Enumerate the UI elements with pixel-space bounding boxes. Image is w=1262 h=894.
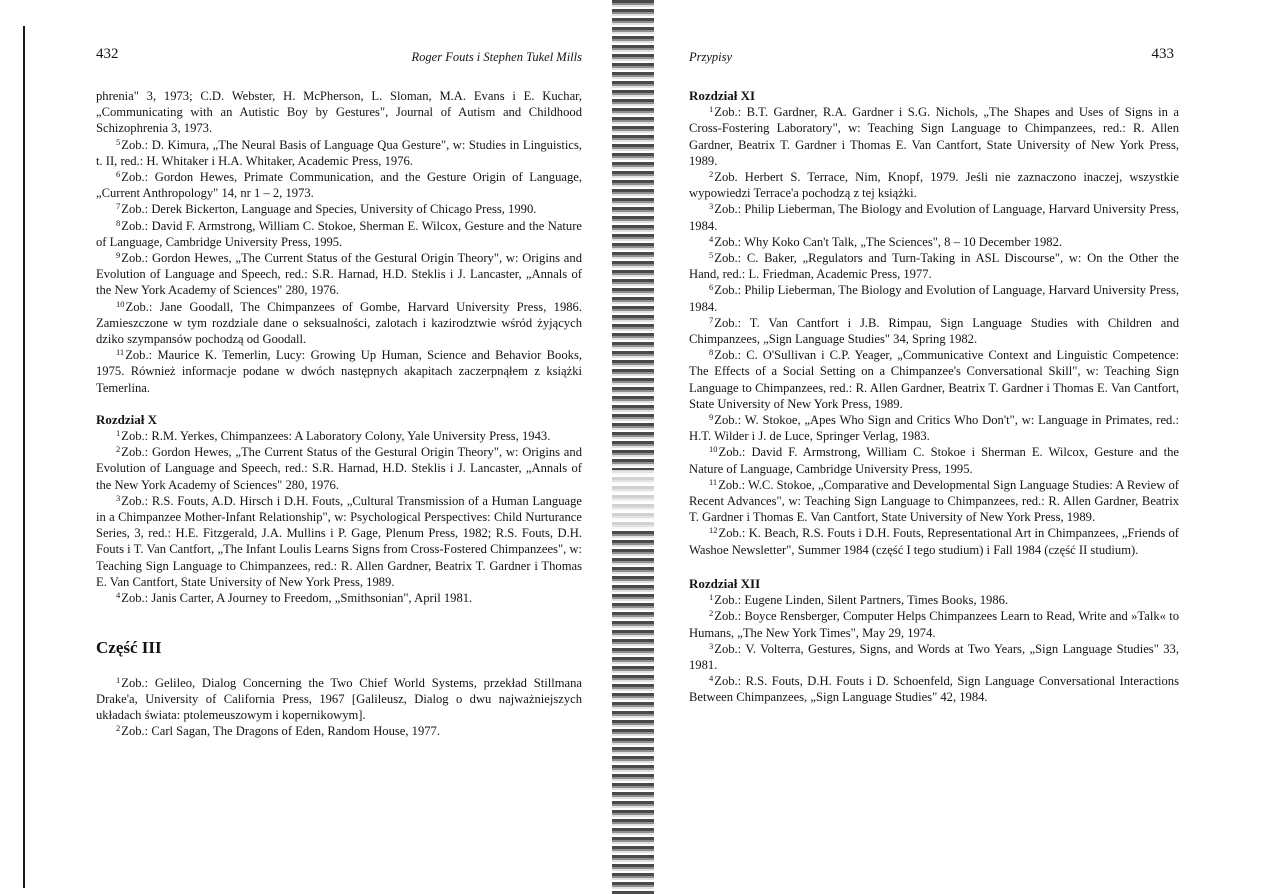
footnote-text: Zob.: C. Baker, „Regulators and Turn-Taking in ASL Discourse", w: On the Other the Hand, red.: L. Friedman, Academic Press, 1977. <box>689 251 1179 282</box>
footnote-text: Zob.: Carl Sagan, The Dragons of Eden, Random House, 1977. <box>121 724 441 739</box>
footnote-text: Zob.: R.S. Fouts, A.D. Hirsch i D.H. Fouts, „Cultural Transmission of a Human Language in a Chimpanzee Mother-Infant Relationship", w: Psychological Perspectives: Child Nurturance Series, 3, red.: H.E. Fitzgerald, J.A. Mullins i P. Gage, Plenum Press, 1982; R.S. Fouts, D.H. Fouts i T. Van Cantfort, „The Infant Loulis Learns Signs from Cross-Fostered Chimpanzees", w: Teaching Sign Language to Chimpanzees, red.: R. Allen Gardner, Beatrix T. Gardner i Thomas E. Van Cantfort, State University of New York Press, 1989. <box>96 493 582 589</box>
footnote-text: Zob.: R.S. Fouts, D.H. Fouts i D. Schoenfeld, Sign Language Conversational Interactions Between Chimpanzees, „Sign Language Studies" 42, 1984. <box>689 674 1179 705</box>
footnote-text: Zob.: Boyce Rensberger, Computer Helps Chimpanzees Learn to Read, Write and »Talk« to Humans, „The New York Times", May 29, 1974. <box>689 609 1179 640</box>
footnote-number: 2 <box>709 608 714 619</box>
note-list-section-xi <box>689 104 1179 558</box>
footnote <box>96 137 582 169</box>
left-page <box>0 0 612 894</box>
footnote <box>96 169 582 201</box>
footnote-number: 3 <box>116 492 121 503</box>
footnote-text: Zob.: R.M. Yerkes, Chimpanzees: A Laboratory Colony, Yale University Press, 1943. <box>121 429 551 444</box>
book-spine-gutter <box>612 0 654 894</box>
footnote-text: Zob.: V. Volterra, Gestures, Signs, and Words at Two Years, „Sign Language Studies" 33, 1981. <box>689 641 1179 672</box>
footnote <box>96 444 582 493</box>
footnote-text: Zob.: C. O'Sullivan i C.P. Yeager, „Communicative Context and Linguistic Competence: The Effects of a Social Setting on a Chimpanzee's Conversational Skill", w: Teaching Sign Language to Chimpanzees, red.: R. Allen Gardner, Beatrix T. Gardner i Thomas E. Van Cantfort, State University of New York Press, 1989. <box>689 348 1179 411</box>
left-running-head: Roger Fouts i Stephen Tukel Mills <box>411 50 582 64</box>
footnote-number: 3 <box>709 640 714 651</box>
section-heading-x: Rozdział X <box>96 411 158 427</box>
footnote-number: 2 <box>709 169 714 180</box>
footnote-number: 12 <box>709 525 718 536</box>
footnote <box>689 444 1179 476</box>
footnote-number: 2 <box>116 723 121 734</box>
footnote <box>689 525 1179 557</box>
footnote <box>96 493 582 590</box>
footnote-number: 8 <box>116 217 121 228</box>
footnote <box>689 608 1179 640</box>
footnote-number: 7 <box>116 201 121 212</box>
footnote-text: Zob.: W.C. Stokoe, „Comparative and Developmental Sign Language Studies: A Review of Recent Advances", w: Teaching Sign Language to Chimpanzees, red.: R. Allen Gardner, Beatrix T. Gardner i Thomas E. Van Cantfort, State University of New York Press, 1989. <box>689 477 1179 525</box>
footnote-number: 1 <box>116 674 121 685</box>
note-list-intro <box>96 137 582 396</box>
footnote-number: 11 <box>116 347 125 358</box>
note-list-part-iii <box>96 675 582 740</box>
footnote-number: 2 <box>116 444 121 455</box>
footnote <box>96 347 582 396</box>
note-list-section-x <box>96 428 582 606</box>
footnote-text: Zob.: K. Beach, R.S. Fouts i D.H. Fouts, Representational Art in Chimpanzees, „Friends of Washoe Newsletter", Summer 1984 (część I tego studium) i Fall 1984 (część II studium). <box>689 526 1179 557</box>
footnote <box>689 592 1179 608</box>
footnote-text: Zob.: T. Van Cantfort i J.B. Rimpau, Sign Language Studies with Children and Chimpanzees, „Sign Language Studies" 34, Spring 1982. <box>689 315 1179 347</box>
footnote-text: Zob.: Gordon Hewes, „The Current Status of the Gestural Origin Theory", w: Origins and Evolution of Language and Speech, red.: S.R. Harnad, H.D. Steklis i J. Lancaster, „Annals of the New York Academy of Sciences" 280, 1976. <box>96 251 582 298</box>
footnote-number: 9 <box>709 412 714 423</box>
footnote <box>689 347 1179 412</box>
footnote <box>96 428 582 444</box>
footnote-text: Zob.: David F. Armstrong, William C. Stokoe, Sherman E. Wilcox, Gesture and the Nature of Language, Cambridge University Press, 1995. <box>96 218 582 249</box>
footnote-text: Zob.: Jane Goodall, The Chimpanzees of Gombe, Harvard University Press, 1986. Zamieszczone w tym rozdziale dane o seksualności, zalotach i kazirodztwie wśród żyjących dziko szympansów pochodzą od Goodall. <box>96 299 582 347</box>
footnote-text: Zob. Herbert S. Terrace, Nim, Knopf, 1979. Jeśli nie zaznaczono inaczej, wszystkie wypowiedzi Terrace'a pochodzą z tej książki. <box>689 170 1179 201</box>
footnote-text: Zob.: Why Koko Can't Talk, „The Sciences", 8 – 10 December 1982. <box>714 234 1063 249</box>
left-page-number: 432 <box>96 46 119 62</box>
footnote-number: 8 <box>709 347 714 358</box>
footnote-number: 7 <box>709 314 714 325</box>
footnote-number: 6 <box>116 169 121 180</box>
footnote-text: Zob.: Philip Lieberman, The Biology and Evolution of Language, Harvard University Press, 1984. <box>689 202 1179 233</box>
footnote-number: 3 <box>709 201 714 212</box>
footnote-number: 11 <box>709 476 718 487</box>
footnote-text: Zob.: Gordon Hewes, „The Current Status of the Gestural Origin Theory", w: Origins and Evolution of Language and Speech, red.: S.R. Harnad, H.D. Steklis i J. Lancaster, „Annals of the New York Academy of Sciences" 280, 1976. <box>96 445 582 492</box>
section-heading-xii: Rozdział XII <box>689 575 761 591</box>
footnote <box>96 250 582 299</box>
footnote-number: 4 <box>709 233 714 244</box>
footnote-number: 4 <box>116 590 121 601</box>
right-page-notes <box>689 88 1179 706</box>
footnote-text: Zob.: David F. Armstrong, William C. Stokoe i Sherman E. Wilcox, Gesture and the Nature of Language, Cambridge University Press, 1995. <box>689 445 1179 476</box>
part-heading-iii: Część III <box>96 638 162 658</box>
footnote-number: 1 <box>709 104 714 115</box>
left-page-notes <box>96 88 582 739</box>
footnote-number: 5 <box>709 250 714 261</box>
footnote <box>689 673 1179 705</box>
footnote-text: Zob.: Philip Lieberman, The Biology and Evolution of Language, Harvard University Press, 1984. <box>689 283 1179 314</box>
footnote-number: 5 <box>116 136 121 147</box>
footnote <box>689 641 1179 673</box>
section-heading-xi: Rozdział XI <box>689 88 756 103</box>
footnote <box>96 218 582 250</box>
footnote <box>689 282 1179 314</box>
footnote <box>689 104 1179 169</box>
footnote-text: Zob.: B.T. Gardner, R.A. Gardner i S.G. Nichols, „The Shapes and Uses of Signs in a Cross-Fostering Laboratory", w: Teaching Sign Language to Chimpanzees, red.: R. Allen Gardner, Beatrix T. Gardner i Thomas E. Van Cantfort, State University of New York Press, 1989. <box>689 105 1179 168</box>
footnote <box>689 234 1179 250</box>
footnote <box>689 201 1179 233</box>
footnote <box>96 590 582 606</box>
footnote-number: 9 <box>116 250 121 261</box>
footnote-number: 1 <box>709 592 714 603</box>
footnote <box>96 299 582 348</box>
footnote-number: 1 <box>116 428 121 439</box>
footnote-text: Zob.: Eugene Linden, Silent Partners, Times Books, 1986. <box>714 593 1009 608</box>
footnote <box>689 412 1179 444</box>
footnote-number: 4 <box>709 673 714 684</box>
footnote-number: 6 <box>709 282 714 293</box>
continued-note: phrenia" 3, 1973; C.D. Webster, H. McPherson, L. Sloman, M.A. Evans i E. Kuchar, „Communicating with an Autistic Boy by Gestures", Journal of Autism and Childhood Schizophrenia 3, 1973. <box>96 89 582 136</box>
footnote <box>689 477 1179 526</box>
footnote-text: Zob.: Gordon Hewes, Primate Communication, and the Gesture Origin of Language, „Current Anthropology" 14, nr 1 – 2, 1973. <box>96 170 582 201</box>
footnote <box>689 250 1179 282</box>
footnote <box>96 675 582 724</box>
footnote-text: Zob.: W. Stokoe, „Apes Who Sign and Critics Who Don't", w: Language in Primates, red.: H.T. Wilder i J. de Luce, Springer Verlag, 1983. <box>689 413 1179 444</box>
footnote <box>689 169 1179 201</box>
footnote <box>96 723 582 739</box>
footnote-number: 10 <box>709 444 718 455</box>
note-list-section-xii <box>689 592 1179 705</box>
footnote <box>689 315 1179 347</box>
footnote-text: Zob.: D. Kimura, „The Neural Basis of Language Qua Gesture", w: Studies in Linguistics, t. II, red.: H. Whitaker i H.A. Whitaker, Academic Press, 1976. <box>96 137 582 168</box>
right-page-number: 433 <box>1151 46 1174 62</box>
footnote-text: Zob.: Janis Carter, A Journey to Freedom, „Smithsonian", April 1981. <box>121 591 473 606</box>
footnote-text: Zob.: Maurice K. Temerlin, Lucy: Growing Up Human, Science and Behavior Books, 1975. Również informacje podane w dwóch następnych akapitach zaczerpnąłem z książki Temerlina. <box>96 348 582 395</box>
footnote-text: Zob.: Gelileo, Dialog Concerning the Two Chief World Systems, przekład Stillmana Drake'a, University of California Press, 1967 [Galileusz, Dialog o dwu najważniejszych układach świata: ptolemeuszowym i kopernikowym]. <box>96 675 582 722</box>
footnote-number: 10 <box>116 298 125 309</box>
gutter-fade <box>612 470 654 530</box>
footnote <box>96 201 582 217</box>
footnote-text: Zob.: Derek Bickerton, Language and Species, University of Chicago Press, 1990. <box>121 202 537 217</box>
right-running-head: Przypisy <box>689 50 733 64</box>
